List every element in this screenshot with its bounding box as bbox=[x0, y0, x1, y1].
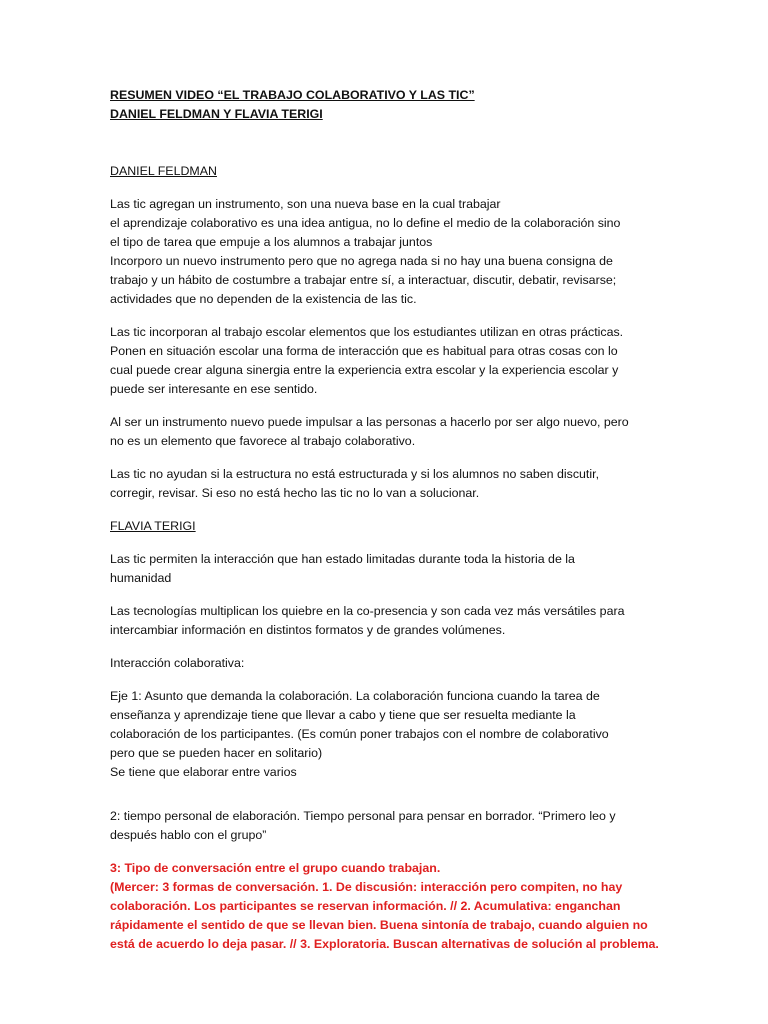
paragraph-line: 2: tiempo personal de elaboración. Tiempo personal para pensar en borrador. “Primero leo y bbox=[110, 809, 616, 823]
paragraph-line: Se tiene que elaborar entre varios bbox=[110, 765, 297, 779]
section-heading-feldman bbox=[110, 162, 662, 181]
document-title bbox=[110, 86, 662, 124]
feldman-paragraph bbox=[110, 465, 662, 503]
document-body bbox=[110, 86, 662, 954]
paragraph-line: trabajo y un hábito de costumbre a trabajar entre sí, a interactuar, discutir, debatir, revisarse; bbox=[110, 273, 617, 287]
section-heading-text: DANIEL FELDMAN bbox=[110, 164, 217, 178]
paragraph-line: intercambiar información en distintos formatos y de grandes volúmenes. bbox=[110, 623, 506, 637]
terigi-paragraph bbox=[110, 687, 662, 782]
paragraph-line: colaboración de los participantes. (Es común poner trabajos con el nombre de colaborativo bbox=[110, 727, 609, 741]
paragraph-line: Al ser un instrumento nuevo puede impulsar a las personas a hacerlo por ser algo nuevo, pero bbox=[110, 415, 629, 429]
document-title-line: RESUMEN VIDEO “EL TRABAJO COLABORATIVO Y LAS TIC” bbox=[110, 88, 475, 102]
paragraph-line: el aprendizaje colaborativo es una idea antigua, no lo define el medio de la colaboración sino bbox=[110, 216, 621, 230]
paragraph-line: Ponen en situación escolar una forma de interacción que es habitual para otras cosas con lo bbox=[110, 344, 618, 358]
paragraph-line: humanidad bbox=[110, 571, 172, 585]
highlighted-paragraph bbox=[110, 859, 662, 954]
terigi-paragraph bbox=[110, 654, 662, 673]
feldman-paragraph bbox=[110, 195, 662, 309]
paragraph-line: Eje 1: Asunto que demanda la colaboración. La colaboración funciona cuando la tarea de bbox=[110, 689, 600, 703]
paragraph-line: Interacción colaborativa: bbox=[110, 656, 245, 670]
paragraph-line: actividades que no dependen de la existencia de las tic. bbox=[110, 292, 417, 306]
paragraph-line: Las tic no ayudan si la estructura no está estructurada y si los alumnos no saben discutir, bbox=[110, 467, 600, 481]
paragraph-line: no es un elemento que favorece al trabajo colaborativo. bbox=[110, 434, 416, 448]
highlighted-line: está de acuerdo lo deja pasar. // 3. Exploratoria. Buscan alternativas de solución al problema. bbox=[110, 937, 659, 951]
paragraph-line: Incorporo un nuevo instrumento pero que no agrega nada si no hay una buena consigna de bbox=[110, 254, 613, 268]
feldman-paragraph bbox=[110, 413, 662, 451]
highlighted-line: 3: Tipo de conversación entre el grupo cuando trabajan. bbox=[110, 861, 441, 875]
terigi-paragraph bbox=[110, 602, 662, 640]
paragraph-line: después hablo con el grupo” bbox=[110, 828, 267, 842]
highlighted-line: (Mercer: 3 formas de conversación. 1. De discusión: interacción pero compiten, no hay bbox=[110, 880, 623, 894]
paragraph-line: Las tecnologías multiplican los quiebre en la co-presencia y son cada vez más versátiles para bbox=[110, 604, 625, 618]
paragraph-line: Las tic incorporan al trabajo escolar elementos que los estudiantes utilizan en otras prácticas. bbox=[110, 325, 624, 339]
paragraph-line: Las tic permiten la interacción que han estado limitadas durante toda la historia de la bbox=[110, 552, 575, 566]
paragraph-line: enseñanza y aprendizaje tiene que llevar a cabo y tiene que ser resuelta mediante la bbox=[110, 708, 576, 722]
terigi-paragraph bbox=[110, 807, 662, 845]
highlighted-line: colaboración. Los participantes se reservan información. // 2. Acumulativa: enganchan bbox=[110, 899, 621, 913]
document-title-line: DANIEL FELDMAN Y FLAVIA TERIGI bbox=[110, 107, 323, 121]
section-heading-terigi bbox=[110, 517, 662, 536]
paragraph-line: puede ser interesante en ese sentido. bbox=[110, 382, 318, 396]
terigi-paragraph bbox=[110, 550, 662, 588]
paragraph-line: corregir, revisar. Si eso no está hecho las tic no lo van a solucionar. bbox=[110, 486, 480, 500]
section-heading-text: FLAVIA TERIGI bbox=[110, 519, 196, 533]
paragraph-line: cual puede crear alguna sinergia entre la experiencia extra escolar y la experiencia escolar y bbox=[110, 363, 619, 377]
paragraph-line: pero que se pueden hacer en solitario) bbox=[110, 746, 323, 760]
highlighted-line: rápidamente el sentido de que se llevan bien. Buena sintonía de trabajo, cuando alguien no bbox=[110, 918, 648, 932]
feldman-paragraph bbox=[110, 323, 662, 399]
paragraph-line: Las tic agregan un instrumento, son una nueva base en la cual trabajar bbox=[110, 197, 501, 211]
paragraph-line: el tipo de tarea que empuje a los alumnos a trabajar juntos bbox=[110, 235, 433, 249]
